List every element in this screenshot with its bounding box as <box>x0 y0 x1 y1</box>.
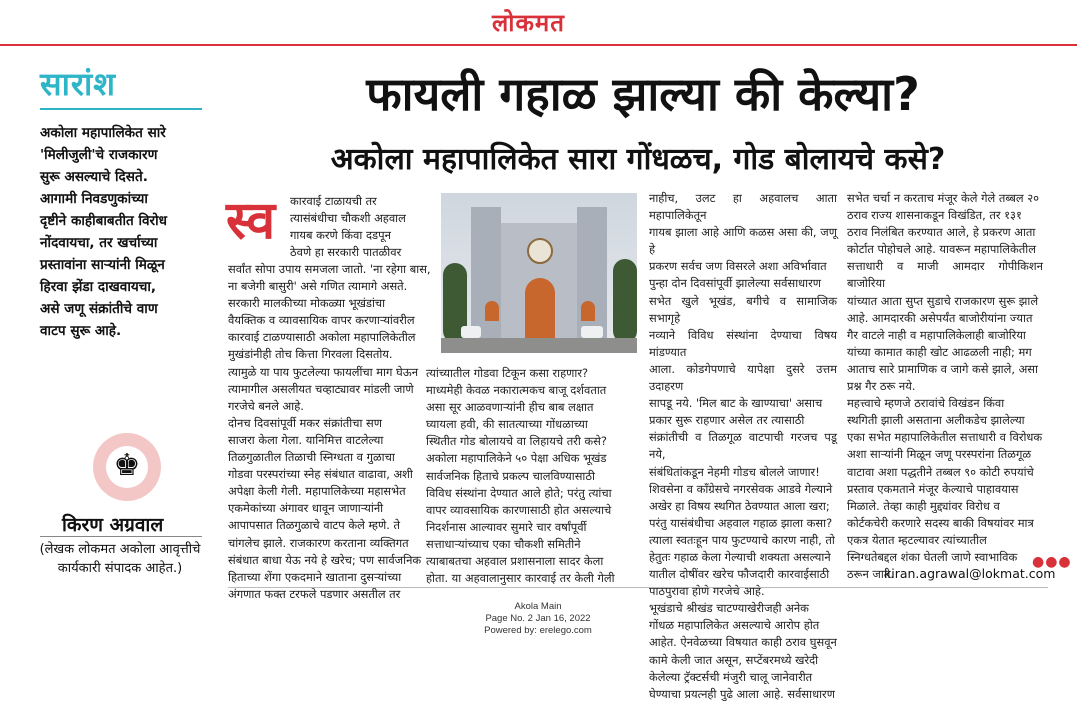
summary-divider <box>40 108 202 110</box>
summary-label: सारांश <box>40 65 117 103</box>
photo-ground <box>441 338 637 353</box>
photo-tree <box>613 259 637 343</box>
article-column-1: सर्वांत सोपा उपाय समजला जातो. 'ना रहेगा बास, ना बजेगी बासुरी' असे गणित त्यामागे असते. सरकारी मालकीच्या मोकळ्या भूखंडांचा वैयक्तिक व व्यावसायिक वापर करणाऱ्यांवरील कारवाई टाळण्यासाठी अकोला महापालिकेतील मुखंडांनीही तोच कित्ता गिरवला दिसतोय. त्यामुळे या पाय फुटलेल्या फायलींचा माग घेऊन त्यामागील असलीयत चव्हाट्यावर मांडली जाणे गरजेचे बनले आहे. दोनच दिवसांपूर्वी मकर संक्रांतीचा सण साजरा केला गेला. यानिमित्त वाटलेल्या तिळगुळातील तिळाची स्निग्धता व गुळाचा गोडवा परस्परांच्या स्नेह संबंधात वाढावा, अशी अपेक्षा केली गेली. महापालिकेच्या महासभेत एकमेकांच्या अंगावर धावून जाणाऱ्यांनी आपापसात तिळगुळाचे वाटप केले म्हणे. ते चांगलेच झाले. राजकारण करताना व्यक्तिगत संबंधात बाधा येऊ नये हे खरेच; पण सार्वजनिक हिताच्या शेंगा एकदमाने खाताना दुसऱ्यांच्या अंगणात फक्त टरफले पडणार असतील तर <box>228 262 431 601</box>
author-name: किरण अग्रवाल <box>62 514 164 536</box>
photo-emblem <box>527 238 553 264</box>
article-column-1-lead: कारवाई टाळायची तर त्यासंबंधीचा चौकशी अहवाल गायब करणे किंवा दडपून ठेवणे हा सरकारी पातळीवर <box>290 194 406 260</box>
author-badge <box>93 433 161 501</box>
page-footer <box>438 601 638 637</box>
masthead <box>0 0 1077 46</box>
author-divider <box>40 536 202 537</box>
article-column-2: त्यांच्यातील गोडवा टिकून कसा राहणार? माध्यमेही केवळ नकारात्मकच बाजू दर्शवतात असा सूर आळवणाऱ्यांनी हीच बाब लक्षात घ्यायला हवी, की सातत्याच्या गोंधळाच्या स्थितीत गोड बोलायचे वा लिहायचे तरी कसे? अकोला महापालिकेने ५० पेक्षा अधिक भूखंड सार्वजनिक हिताचे प्रकल्प चालविण्यासाठी विविध संस्थांना देण्यात आले होते; परंतु त्यांचा वापर व्यावसायिक कारणासाठी होत असल्याचे निदर्शनास आल्यावर सुमारे चार वर्षांपूर्वी सत्ताधाऱ्यांच्याच एका चौकशी समितीने त्याबाबतचा अहवाल प्रशासनाला सादर केला होता. या अहवालानुसार कारवाई तर केली गेली <box>426 366 615 586</box>
photo-car <box>581 326 603 338</box>
drop-cap: स्व <box>226 190 276 251</box>
photo-window <box>485 301 499 321</box>
article-column-3: नाहीच, उलट हा अहवालच आता महापालिकेतून गायब झाला आहे आणि कळस असा की, जणू हे प्रकरण सर्वच जण विसरले अशा अविर्भावात पुन्हा दोन दिवसांपूर्वी झालेल्या सर्वसाधारण सभेत खुले भूखंड, बगीचे व सामाजिक सभागृहे नव्याने विविध संस्थांना देण्याचा विषय मांडण्यात आला. कोडगेपणाचे यापेक्षा दुसरे उत्तम उदाहरण सापडू नये. 'मिल बाट के खाण्याचा' असाच प्रकार सुरू राहणार असेल तर त्यासाठी संक्रांतीची व तिळगूळ वाटपाची गरजच पडू नये, संबंधितांकडून नेहमी गोडच बोलले जाणार! शिवसेना व काँग्रेसचे नगरसेवक आडवे गेल्याने अखेर हा विषय स्थगित ठेवण्यात आला खरा; परंतु यासंबंधीचा अहवाल गहाळ झाला कसा? त्याला स्वतःहून पाय फुटण्याचे कारण नाही, तो हेतुतः गहाळ केला गेल्याची शक्यता असल्याने यातील दोषींवर खरेच फौजदारी कारवाईसाठी पाठपुरावा होणे गरजेचे आहे. भूखंडाचे श्रीखंड चाटण्याखेरीजही अनेक गोंधळ महापालिकेत असल्याचे आरोप होत आहेत. ऐनवेळच्या विषयात काही ठराव घुसवून कामे केली जात असून, सप्टेंबरमध्ये खरेदी केलेल्या ट्रॅक्टर्सची मंजुरी चालू जानेवारीत घेण्याचा प्रयत्नही पुढे आला आहे. सर्वसाधारण <box>649 191 837 701</box>
bottom-divider <box>228 587 1048 588</box>
footer-edition: Akola Main <box>514 601 562 612</box>
chess-king-icon: ♚ <box>106 446 148 488</box>
article-headline: फायली गहाळ झाल्या की केल्या? <box>366 67 920 121</box>
footer-powered-by[interactable]: Powered by: erelego.com <box>484 625 592 636</box>
footer-page-date: Page No. 2 Jan 16, 2022 <box>485 613 591 624</box>
lokmat-logo: लोकमत <box>492 8 565 37</box>
municipal-building-photo <box>441 193 637 353</box>
author-description: (लेखक लोकमत अकोला आवृत्तीचे कार्यकारी संपादक आहेत.) <box>39 542 201 576</box>
article-subheadline: अकोला महापालिकेत सारा गोंधळच, गोड बोलायचे कसे? <box>330 142 946 177</box>
photo-window <box>581 301 595 321</box>
author-email[interactable]: kiran.agrawal@lokmat.com <box>884 566 1056 581</box>
article-column-4: सभेत चर्चा न करताच मंजूर केले गेले तब्बल २० ठराव राज्य शासनाकडून विखंडित, तर १३१ ठराव निलंबित करण्यात आले, हे प्रकरण आता कोर्टात पोहोचले आहे. यावरून महापालिकेतील सत्ताधारी व माजी आमदार गोपीकिशन बाजोरिया यांच्यात आता सुप्त सुडाचे राजकारण सुरू झाले आहे. आमदारकी असेपर्यंत बाजोरीयांना ज्यात गैर वाटले नाही व महापालिकेलाही बाजोरिया यांच्या कामात काही खोट आढळली नाही; मग आताच सारे प्रामाणिक व जागे कसे झाले, असा प्रश्न गैर ठरू नये. महत्त्वाचे म्हणजे ठरावांचे विखंडन किंवा स्थगिती झाली असताना अलीकडेच झालेल्या एका सभेत महापालिकेतील सत्ताधारी व विरोधक अशा साऱ्यांनी मिळून जणू परस्परांना तिळगूळ वाटावा अशा पद्धतीने तब्बल ९० कोटी रुपयांचे प्रस्ताव एकमताने मंजूर केल्याचे पाहावयास मिळाले. तेव्हा काही मुद्द्यांवर विरोध व कोर्टकचेरी करणारे सदस्य बाकी विषयांवर मात्र एकत्र येतात म्हटल्यावर त्यांच्यातील स्निग्धतेबद्दल शंका घेतली जाणे स्वाभाविक ठरून जाते. <box>847 191 1043 582</box>
summary-text: अकोला महापालिकेत सारे 'मिलीजुली'चे राजकारण सुरू असल्याचे दिसते. आगामी निवडणुकांच्या दृष्टीने काहीबाबतीत विरोध नोंदवायचा, तर खर्चाच्या प्रस्तावांना साऱ्यांनी मिळून हिरवा झेंडा दाखवायचा, असे जणू संक्रांतीचे वाण वाटप सुरू आहे. <box>40 125 167 339</box>
photo-car <box>461 326 481 338</box>
photo-entrance <box>525 278 555 338</box>
end-marker: ●●● <box>1032 554 1072 570</box>
